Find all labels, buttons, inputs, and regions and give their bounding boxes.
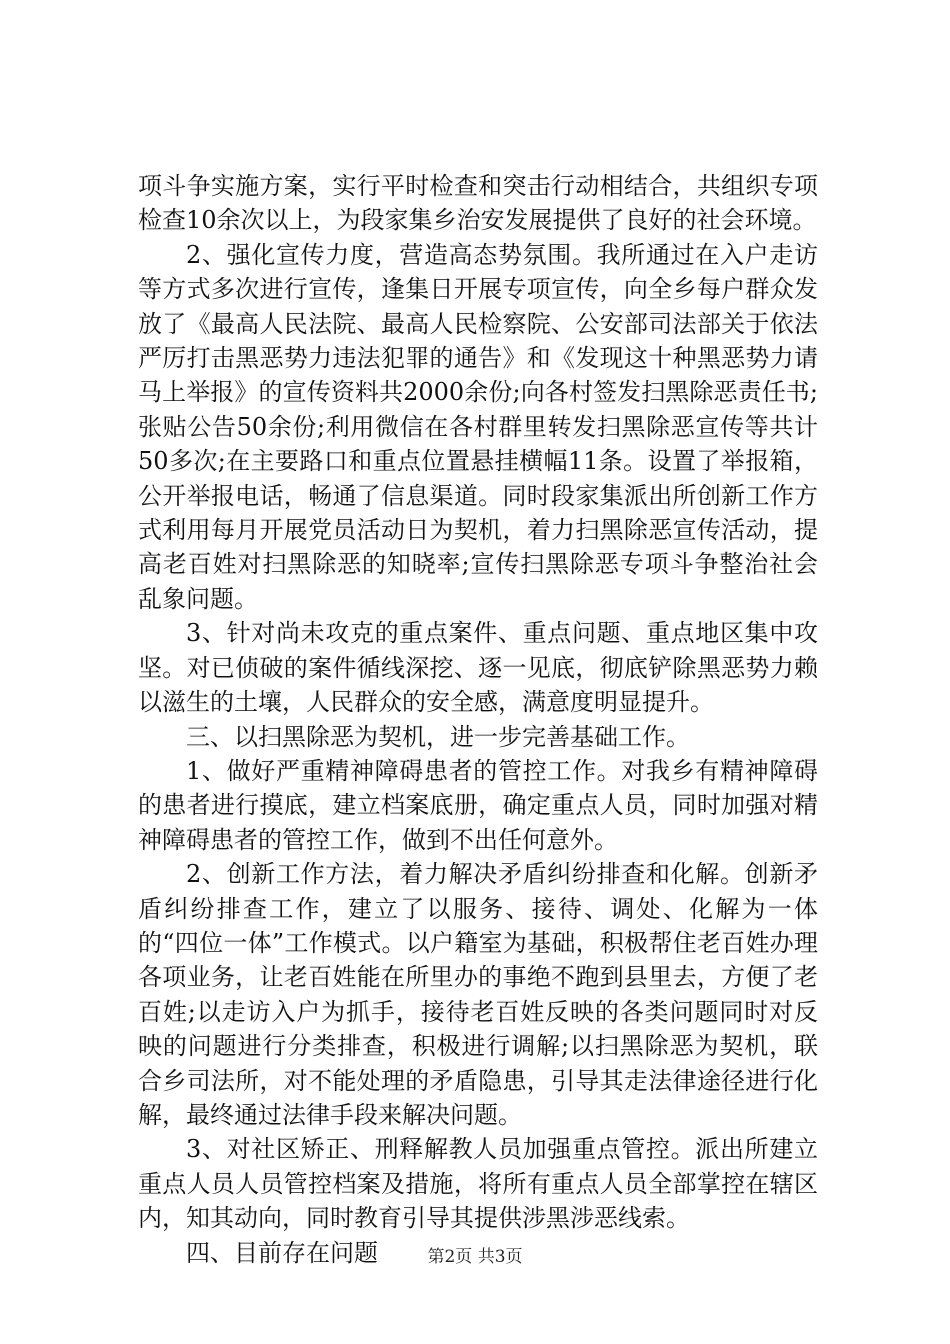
paragraph-publicity: 2、强化宣传力度，营造高态势氛围。我所通过在入户走访等方式多次进行宣传，逢集日开展专项宣传，向全乡每户群众发放了《最高人民法院、最高人民检察院、公安部司法部关于依法严厉打击黑恶势力违法犯罪的通告》和《发现这十种黑恶势力请马上举报》的宣传资料共2000余份;向各村签发扫黑除恶责任书;张贴公告50余份;利用微信在各村群里转发扫黑除恶宣传等共计50多次;在主要路口和重点位置悬挂横幅11条。设置了举报箱，公开举报电话，畅通了信息渠道。同时段家集派出所创新工作方式利用每月开展党员活动日为契机，着力扫黑除恶宣传活动，提高老百姓对扫黑除恶的知晓率;宣传扫黑除恶专项斗争整治社会乱象问题。 xyxy=(138,240,818,613)
paragraph-mental-health: 1、做好严重精神障碍患者的管控工作。对我乡有精神障碍的患者进行摸底，建立档案底册，确定重点人员，同时加强对精神障碍患者的管控工作，做到不出任何意外。 xyxy=(138,756,818,854)
paragraph-key-cases: 3、针对尚未攻克的重点案件、重点问题、重点地区集中攻坚。对已侦破的案件循线深挖、逐一见底，彻底铲除黑恶势力赖以滋生的土壤，人民群众的安全感，满意度明显提升。 xyxy=(138,619,818,717)
paragraph-community-correction: 3、对社区矫正、刑释解教人员加强重点管控。派出所建立重点人员人员管控档案及措施，将所有重点人员全部掌控在辖区内，知其动向，同时教育引导其提供涉黑涉恶线索。 xyxy=(138,1135,818,1233)
paragraph-dispute-resolution: 2、创新工作方法，着力解决矛盾纠纷排查和化解。创新矛盾纠纷排查工作，建立了以服务、接待、调处、化解为一体的“四位一体”工作模式。以户籍室为基础，积极帮住老百姓办理各项业务，让老百姓能在所里办的事绝不跑到县里去，方便了老百姓;以走访入户为抓手，接待老百姓反映的各类问题同时对反映的问题进行分类排查，积极进行调解;以扫黑除恶为契机，联合乡司法所，对不能处理的矛盾隐患，引导其走法律途径进行化解，最终通过法律手段来解决问题。 xyxy=(138,860,818,1129)
document-body xyxy=(138,169,818,1270)
paragraph-continuation: 项斗争实施方案，实行平时检查和突击行动相结合，共组织专项检查10余次以上，为段家集乡治安发展提供了良好的社会环境。 xyxy=(138,172,818,235)
page-footer: 第2页 共3页 xyxy=(427,1247,523,1267)
section-heading-3: 三、以扫黑除恶为契机，进一步完善基础工作。 xyxy=(186,722,690,751)
section-heading-4: 四、目前存在问题 xyxy=(186,1238,378,1267)
